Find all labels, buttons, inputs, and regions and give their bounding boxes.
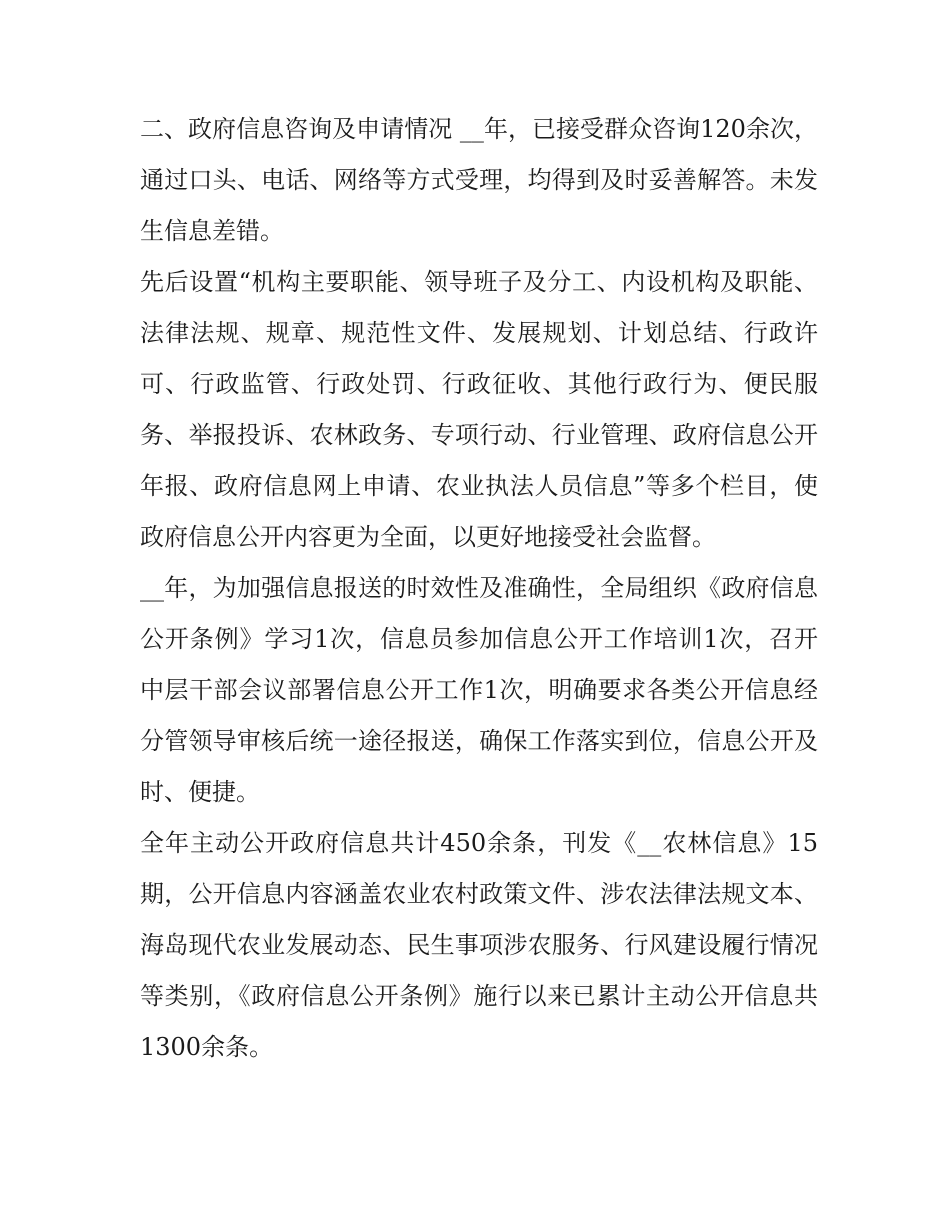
- paragraph-consultation: 二、政府信息咨询及申请情况 __年，已接受群众咨询120余次，通过口头、电话、网络等方式受理，均得到及时妥善解答。未发生信息差错。: [140, 115, 818, 245]
- paragraph-training: __年，为加强信息报送的时效性及准确性，全局组织《政府信息公开条例》学习1次，信息员参加信息公开工作培训1次，召开中层干部会议部署信息公开工作1次，明确要求各类公开信息经分管领导审核后统一途径报送，确保工作落实到位，信息公开及时、便捷。: [140, 574, 818, 806]
- document-body: [140, 104, 818, 1073]
- paragraph-columns: 先后设置“机构主要职能、领导班子及分工、内设机构及职能、法律法规、规章、规范性文件、发展规划、计划总结、行政许可、行政监管、行政处罚、行政征收、其他行政行为、便民服务、举报投诉、农林政务、专项行动、行业管理、政府信息公开年报、政府信息网上申请、农业执法人员信息”等多个栏目，使政府信息公开内容更为全面，以更好地接受社会监督。: [140, 268, 818, 551]
- paragraph-disclosure-count: 全年主动公开政府信息共计450余条，刊发《__农林信息》15期，公开信息内容涵盖农业农村政策文件、涉农法律法规文本、海岛现代农业发展动态、民生事项涉农服务、行风建设履行情况等类别，《政府信息公开条例》施行以来已累计主动公开信息共1300余条。: [140, 829, 818, 1061]
